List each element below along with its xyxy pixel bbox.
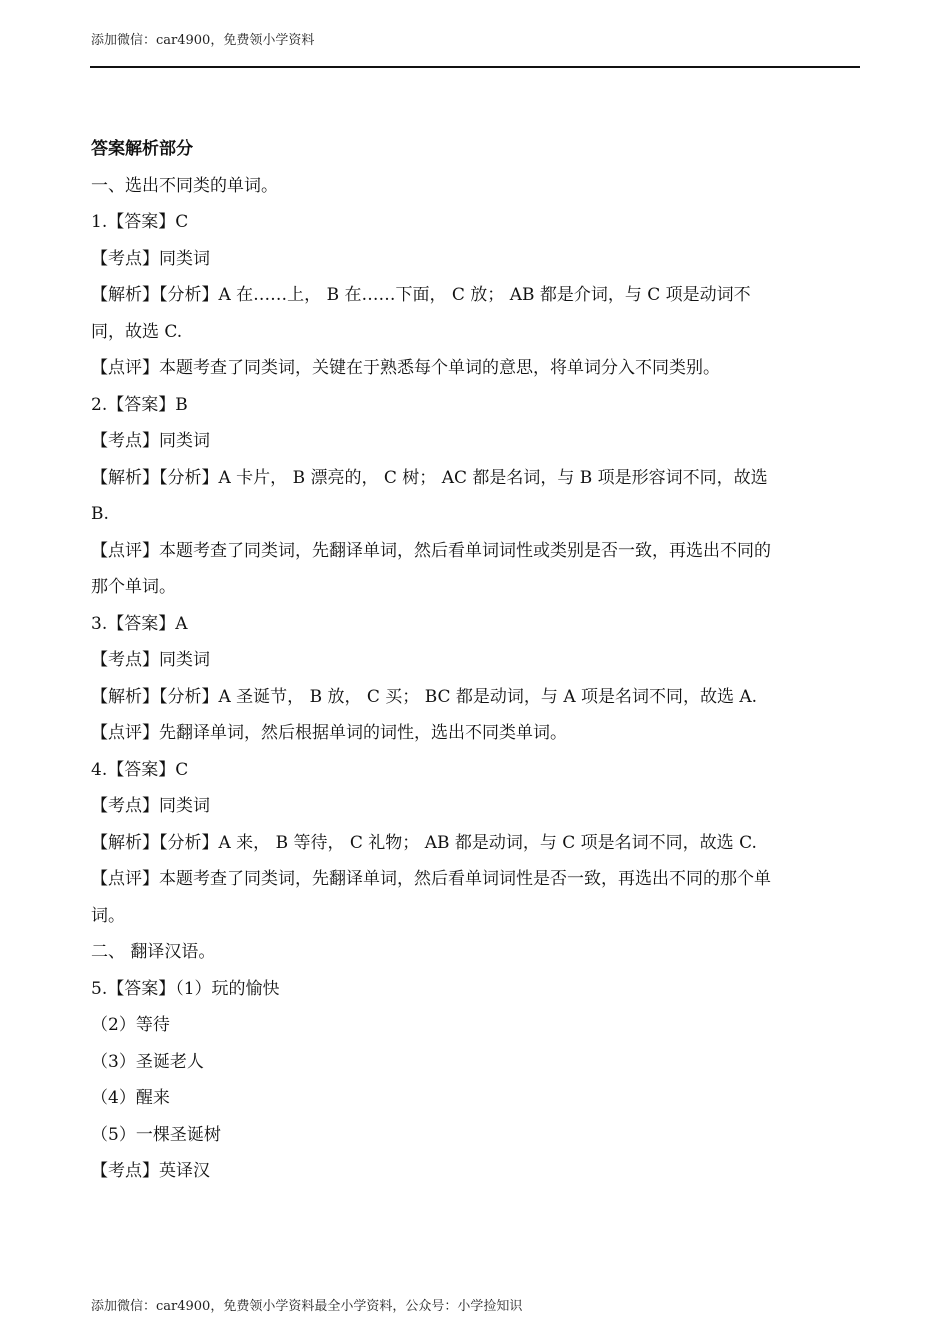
q1-comment: 【点评】本题考查了同类词，关键在于熟悉每个单词的意思，将单词分入不同类别。	[91, 358, 720, 378]
q2-analysis-cont: B.	[91, 504, 109, 524]
q3-comment: 【点评】先翻译单词，然后根据单词的词性，选出不同类单词。	[91, 723, 567, 743]
q5-item-3: （3）圣诞老人	[91, 1051, 204, 1072]
q2-comment: 【点评】本题考查了同类词，先翻译单词，然后看单词词性或类别是否一致，再选出不同的	[91, 540, 771, 561]
q5-item-5: （5）一棵圣诞树	[91, 1124, 221, 1145]
q4-comment: 【点评】本题考查了同类词，先翻译单词，然后看单词词性是否一致，再选出不同的那个单	[91, 869, 771, 889]
q3-answer: 3.【答案】A	[91, 613, 188, 634]
footer-note: 添加微信：car4900，免费领小学资料最全小学资料，公众号：小学捡知识	[91, 1299, 523, 1314]
document-title: 答案解析部分	[91, 139, 193, 159]
section-heading-2: 二、 翻译汉语。	[91, 942, 216, 962]
q1-analysis: 【解析】【分析】A 在……上， B 在……下面， C 放； AB 都是介词，与 C 项是动词不	[91, 285, 751, 305]
q2-answer: 2.【答案】B	[91, 394, 188, 415]
section-heading-1: 一、选出不同类的单词。	[91, 175, 278, 196]
q4-comment-cont: 词。	[91, 905, 125, 926]
q2-topic: 【考点】同类词	[91, 431, 210, 451]
q4-answer: 4.【答案】C	[91, 759, 189, 780]
header-divider	[90, 66, 860, 68]
q5-answer: 5.【答案】（1）玩的愉快	[91, 978, 280, 999]
q2-comment-cont: 那个单词。	[91, 577, 176, 597]
q5-topic: 【考点】英译汉	[91, 1161, 210, 1181]
q5-item-4: （4）醒来	[91, 1088, 170, 1108]
q3-topic: 【考点】同类词	[91, 650, 210, 670]
q5-item-2: （2）等待	[91, 1015, 170, 1035]
q2-analysis: 【解析】【分析】A 卡片， B 漂亮的， C 树； AC 都是名词，与 B 项是形容词不同，故选	[91, 467, 768, 488]
q3-analysis: 【解析】【分析】A 圣诞节， B 放， C 买； BC 都是动词，与 A 项是名词不同，故选 A.	[91, 686, 758, 707]
q1-analysis-cont: 同，故选 C.	[91, 321, 183, 342]
q1-answer: 1.【答案】C	[91, 212, 189, 232]
q1-topic: 【考点】同类词	[91, 248, 210, 269]
q4-analysis: 【解析】【分析】A 来， B 等待， C 礼物； AB 都是动词，与 C 项是名词不同，故选 C.	[91, 832, 757, 853]
document-body	[91, 131, 861, 1190]
header-note: 添加微信：car4900，免费领小学资料	[91, 33, 315, 48]
q4-topic: 【考点】同类词	[91, 796, 210, 816]
